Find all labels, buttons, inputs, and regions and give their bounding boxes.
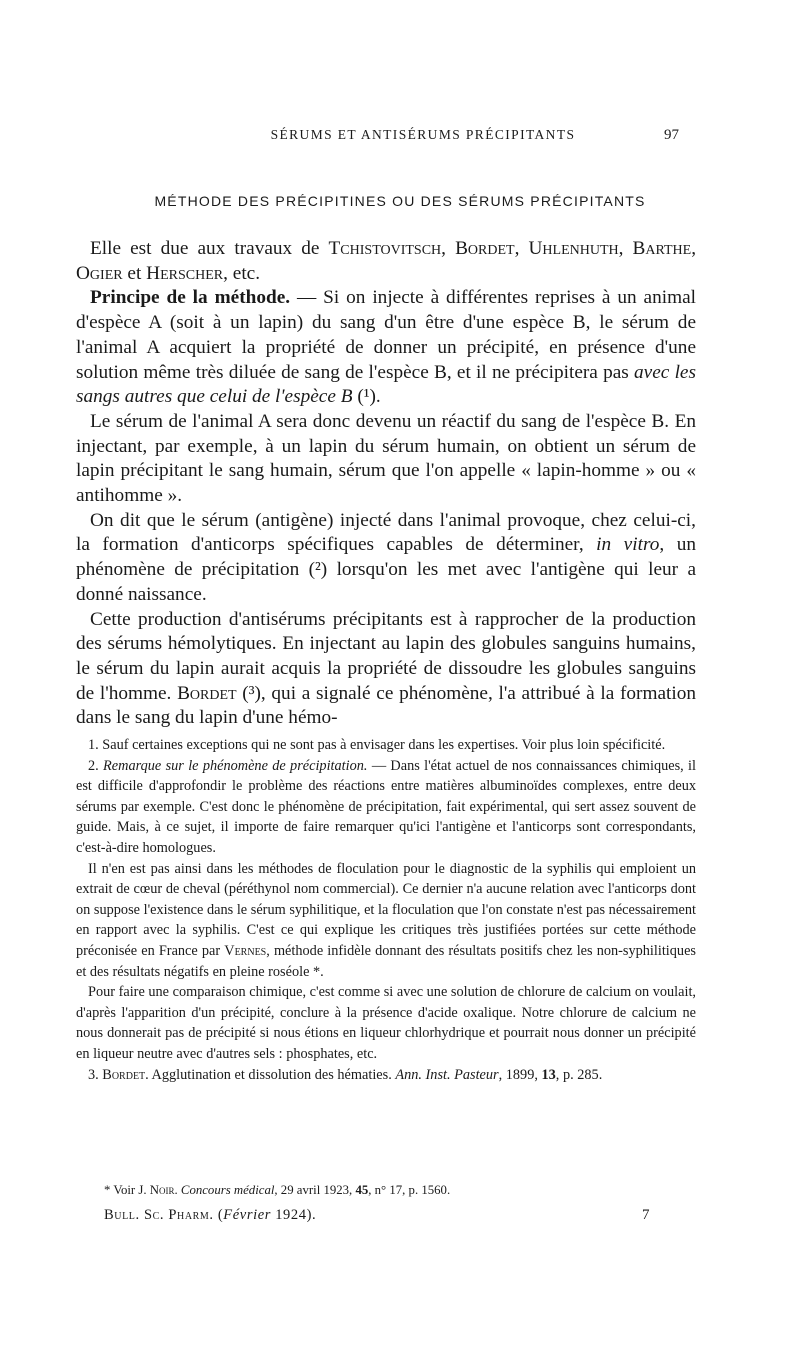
italic-phrase: avec les sangs autres que celui de l'espèce B	[76, 361, 696, 408]
footnote-2-continued	[76, 859, 696, 983]
footnote-2-comparison: Pour faire une comparaison chimique, c'est comme si avec une solution de chlorure de calcium on voulait, d'après l'apparition d'un précipité, conclure à la présence d'acide oxalique. Notre chlorure de calcium ne nous donnerait pas de précipité si nous étions en liqueur chlorhydrique et pourrait nous donner un précipité en liqueur neutre avec d'autres sels : phosphates, etc.	[76, 984, 696, 1062]
author-name: Herscher	[146, 262, 224, 284]
text-span: On dit que le sérum (antigène) injecté dans l'animal provoque, chez celui-ci, la formation d'anticorps spécifiques capables de déterminer,	[76, 509, 696, 556]
text-span: etc.	[232, 262, 261, 284]
issue-month: Février	[223, 1207, 271, 1223]
paragraph-reactif: Le sérum de l'animal A sera donc devenu un réactif du sang de l'espèce B. En injectant, par exemple, à un lapin du sérum humain, on obtient un sérum de lapin précipitant le sang humain, sérum que l'on appelle « lapin-homme » ou « antihomme ».	[76, 410, 696, 507]
author-name: Uhlenhuth	[528, 238, 619, 259]
author-name: Bordet	[455, 238, 515, 259]
author-name: Bordet	[177, 682, 237, 704]
body-text	[76, 237, 696, 731]
footnote-number: 3.	[88, 1066, 103, 1083]
volume-number: 13	[541, 1066, 556, 1083]
text-span: . Agglutination et dissolution des hématies.	[145, 1066, 396, 1083]
running-head: SÉRUMS ET ANTISÉRUMS PRÉCIPITANTS	[270, 127, 576, 142]
text-span: 1924).	[270, 1207, 317, 1223]
footnote-3	[76, 1065, 696, 1086]
paragraph-production	[76, 608, 696, 732]
footnote-number: 2.	[88, 757, 104, 774]
journal-title: Ann. Inst. Pasteur	[395, 1066, 499, 1083]
text-span: Il n'en est pas ainsi dans les méthodes de floculation pour le diagnostic de la syphilis qui emploient un extrait de cœur de cheval (péréthynol nom commercial). Ce dernier n'a aucune relation avec l'anticorps dont on suppose l'existence dans le sérum syphilitique, et la floculation que l'on constate n'est pas nécessairement en rapport avec la syphilis. C'est ce qui explique les critiques très justifiées portées sur cette méthode préconisée en France par	[76, 860, 696, 959]
author-name: Barthe	[632, 238, 692, 259]
footnote-2	[76, 756, 696, 859]
text-span: * Voir J.	[104, 1183, 150, 1197]
text-span: — Dans l'état actuel de nos connaissances chimiques, il est difficile d'approfondir le problème des réactions entre matières albuminoïdes complexes, entre deux sérums par exemple. C'est donc le phénomène de précipitation, fait expérimental, qui sert assez souvent de guide. Mais, à ce sujet, il importe de faire remarquer qu'ici l'antigène et l'anticorps sont correspondants, c'est-à-dire homologues.	[76, 757, 696, 856]
author-name: Bordet	[102, 1066, 146, 1083]
author-name: Ogier	[76, 262, 123, 284]
text-span: , p. 285.	[555, 1066, 603, 1083]
author-name: Tchistovitsch	[328, 238, 442, 259]
text-span: — Si on injecte à différentes reprises à un animal d'espèce A (soit à un lapin) du sang d'un être d'une espèce B, le sérum de l'animal A acquiert la propriété de donner un précipité, en présence d'une solution même très diluée de sang de l'espèce B, et il ne précipitera pas	[76, 287, 696, 383]
text-span: , n° 17, p. 1560.	[368, 1183, 451, 1197]
footnotes	[76, 735, 696, 1085]
journal-abbrev: Bull. Sc. Pharm.	[104, 1207, 214, 1223]
section-title: MÉTHODE DES PRÉCIPITINES OU DES SÉRUMS PRÉCIPITANTS	[154, 193, 646, 209]
journal-title: Concours médical	[180, 1183, 275, 1197]
principle-heading: Principe de la méthode.	[90, 287, 291, 309]
italic-phrase: in vitro	[596, 534, 660, 556]
paragraph-antigene	[76, 509, 696, 608]
author-name: Noir	[149, 1183, 175, 1197]
volume-number: 45	[355, 1183, 369, 1197]
text-span: Elle est due aux travaux de	[90, 238, 329, 259]
journal-footer	[104, 1207, 316, 1224]
text-span: (	[213, 1207, 224, 1223]
paragraph-principle	[76, 286, 696, 410]
signature-number: 7	[642, 1207, 650, 1223]
asterisk-note	[104, 1183, 694, 1198]
text-span: , 29 avril 1923,	[274, 1183, 356, 1197]
text-span: , un phénomène de précipitation (²) lorsqu'on les met avec l'antigène qui leur a donné naissance.	[76, 534, 696, 605]
footnote-1: 1. Sauf certaines exceptions qui ne sont pas à envisager dans les expertises. Voir plus loin spécificité.	[88, 737, 666, 753]
text-span: , méthode infidèle donnant des résultats positifs chez les non-syphilitiques et des résultats négatifs en pleine roséole *.	[76, 942, 696, 980]
text-span: et	[127, 262, 142, 284]
paragraph-authors: Elle est due aux travaux de Tchistovitsch, Bordet, Uhlenhuth, Barthe, Ogier et Herscher, etc.	[76, 238, 697, 284]
page-number: 97	[664, 127, 679, 143]
author-name: Vernes	[224, 942, 267, 959]
text-span: Cette production d'antisérums précipitants est à rapprocher de la production des sérums hémolytiques. En injectant au lapin des globules sanguins humains, le sérum du lapin aurait acquis la propriété de dissoudre les globules sanguins de l'homme.	[76, 608, 696, 704]
footnote-ref-1: (¹).	[357, 386, 381, 408]
text-span: (³), qui a signalé ce phénomène, l'a attribué à la formation dans le sang du lapin d'une hémo-	[76, 682, 696, 729]
text-span: , 1899,	[498, 1066, 542, 1083]
italic-phrase: Remarque sur le phénomène de précipitation.	[103, 757, 368, 774]
text-span: .	[174, 1183, 181, 1197]
